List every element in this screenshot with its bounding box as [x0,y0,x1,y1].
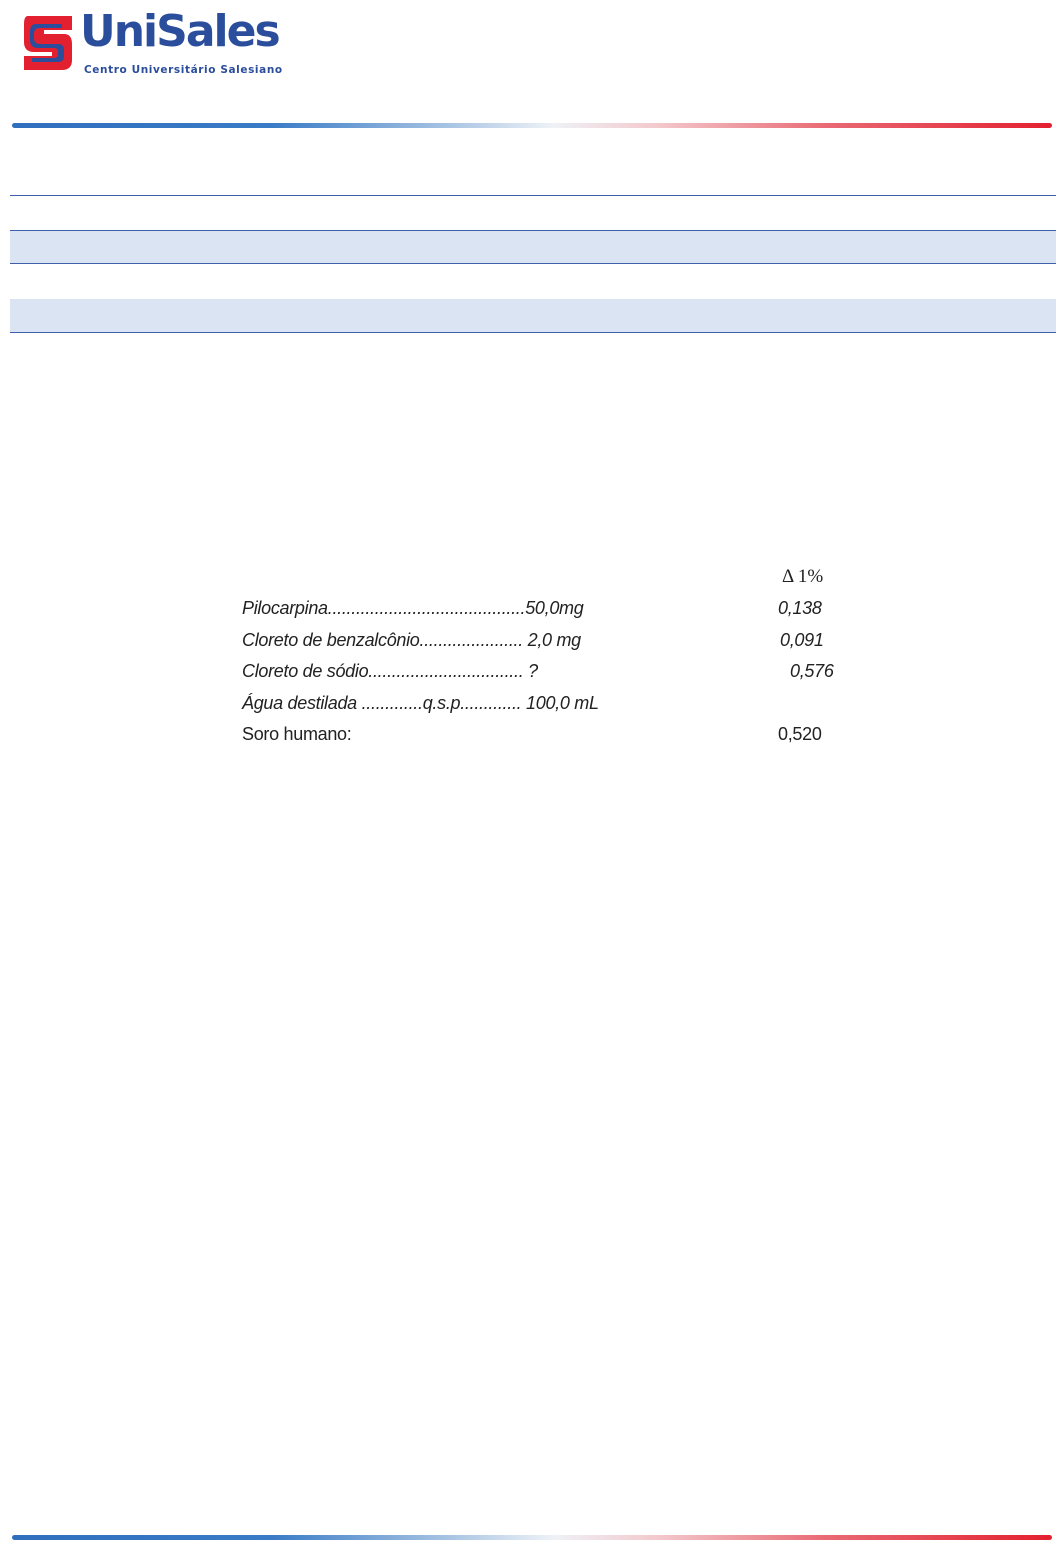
form-line [10,195,1056,196]
formula-item: Pilocarpina..........................................50,0mg [242,598,584,618]
footer-divider [12,1535,1052,1540]
formula-delta: 0,091 [780,630,824,650]
unisales-emblem-icon [22,14,74,72]
form-band [10,299,1056,333]
formula-item: Cloreto de sódio................................. ? [242,661,538,681]
brand-name: UniSales [80,6,279,57]
formula-item: Água destilada .............q.s.p............. 100,0 mL [242,693,599,713]
formula-delta: 0,520 [778,724,822,744]
header-divider [12,123,1052,128]
unisales-logo [22,6,312,82]
brand-tagline: Centro Universitário Salesiano [84,64,283,76]
delta-header: Δ 1% [782,566,824,587]
formula-delta: 0,138 [778,598,822,618]
formula-item: Cloreto de benzalcônio...................... 2,0 mg [242,630,581,650]
formula-delta: 0,576 [790,661,834,681]
form-band [10,230,1056,264]
formula-item: Soro humano: [242,724,352,744]
